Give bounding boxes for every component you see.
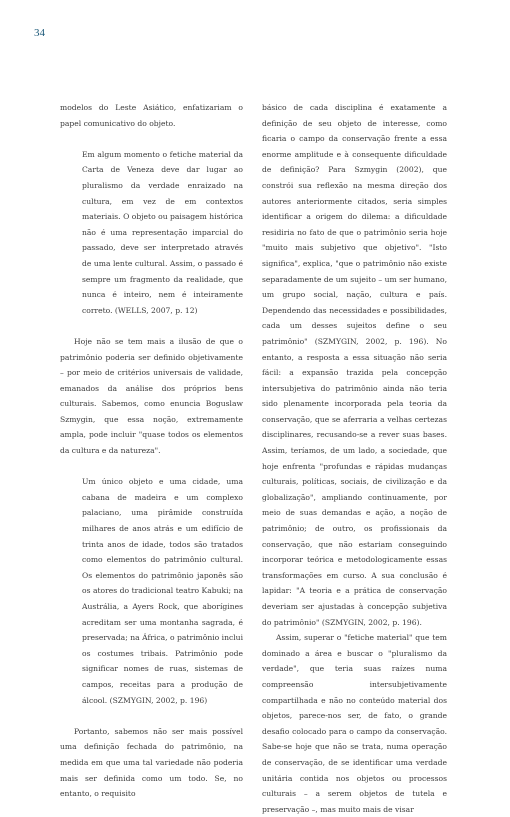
block-quote: Em algum momento o fetiche material da Carta de Veneza deve dar lugar ao pluralismo da verdade enraizado na cultura, em vez de em contextos materiais. O objeto ou paisagem histórica não é uma representação imparcial do passado, deve ser interpretado através de uma lente cultural. Assim, o passado é sempre um fragmento da realidade, que nunca é inteiro, nem é inteiramente correto. (WELLS, 2007, p. 12) bbox=[82, 149, 243, 315]
right-column bbox=[262, 100, 447, 817]
page-number: 34 bbox=[34, 27, 45, 39]
paragraph: Assim, superar o "fetiche material" que tem dominado a área e buscar o "pluralismo da verdade", que teria suas raízes numa compreensão intersubjetivamente compartilhada e não no conteúdo material dos objetos, parece-nos ser, de fato, o grande desafio colocado para o campo da conservação. Sabe-se hoje que não se trata, numa operação de conservação, de se identificar uma verdade unitária contida nos objetos ou processos culturais – a serem objetos de tutela e preservação –, mas muito mais de visar bbox=[262, 633, 447, 814]
paragraph: básico de cada disciplina é exatamente a definição de seu objeto de interesse, como ficaria o campo da conservação frente a essa enorme amplitude e à consequente dificuldade de definição? Para Szmygin (2002), que constrói sua reflexão na mesma direção dos autores anteriormente citados, seria simples identificar a origem do dilema: a dificuldade residiria no fato de que o patrimônio seria hoje "muito mais subjetivo que objetivo". "Isto significa", explica, "que o patrimônio não existe separadamente de um sujeito – um ser humano, um grupo social, nação, cultura e país. Dependendo das necessidades e possibilidades, cada um desses sujeitos define o seu patrimônio" (SZMYGIN, 2002, p. 196). No entanto, a resposta a essa situação não seria fácil: a expansão trazida pela concepção intersubjetiva do patrimônio ainda não teria sido plenamente incorporada pela teoria da conservação, que se aferraria a velhas certezas disciplinares, recusando-se a rever suas bases. Assim, teríamos, de um lado, a sociedade, que hoje enfrenta "profundas e rápidas mudanças culturais, políticas, sociais, de civilização e da globalização", ampliando continuamente, por meio de suas demandas e ação, a noção de patrimônio; de outro, os profissionais da conservação, que não estariam conseguindo incorporar teórica e metodologicamente essas transformações em curso. A sua conclusão é lapidar: "A teoria e a prática de conservação deveriam ser ajustadas à concepção subjetiva do patrimônio" (SZMYGIN, 2002, p. 196). bbox=[262, 103, 447, 627]
left-column bbox=[60, 100, 243, 802]
block-quote: Um único objeto e uma cidade, uma cabana de madeira e um complexo palaciano, uma pirâmide construída milhares de anos atrás e um edifício de trinta anos de idade, todos são tratados como elementos do patrimônio cultural. Os elementos do patrimônio japonês são os atores do tradicional teatro Kabuki; na Austrália, a Ayers Rock, que aborígines acreditam ser uma montanha sagrada, é preservada; na África, o patrimônio inclui os costumes tribais. Patrimônio pode significar nomes de ruas, sistemas de campos, receitas para a produção de álcool. (SZMYGIN, 2002, p. 196) bbox=[82, 477, 243, 705]
paragraph: Hoje não se tem mais a ilusão de que o patrimônio poderia ser definido objetivamente – por meio de critérios universais de validade, emanados da análise dos próprios bens culturais. Sabemos, como enuncia Boguslaw Szmygin, que essa noção, extremamente ampla, pode incluir "quase todos os elementos da cultura e da natureza". bbox=[60, 336, 243, 456]
paragraph: modelos do Leste Asiático, enfatizariam o papel comunicativo do objeto. bbox=[60, 103, 243, 128]
paragraph: Portanto, sabemos não ser mais possível uma definição fechada do patrimônio, na medida em que uma tal variedade não poderia mais ser definida como um todo. Se, no entanto, o requisito bbox=[60, 726, 243, 799]
